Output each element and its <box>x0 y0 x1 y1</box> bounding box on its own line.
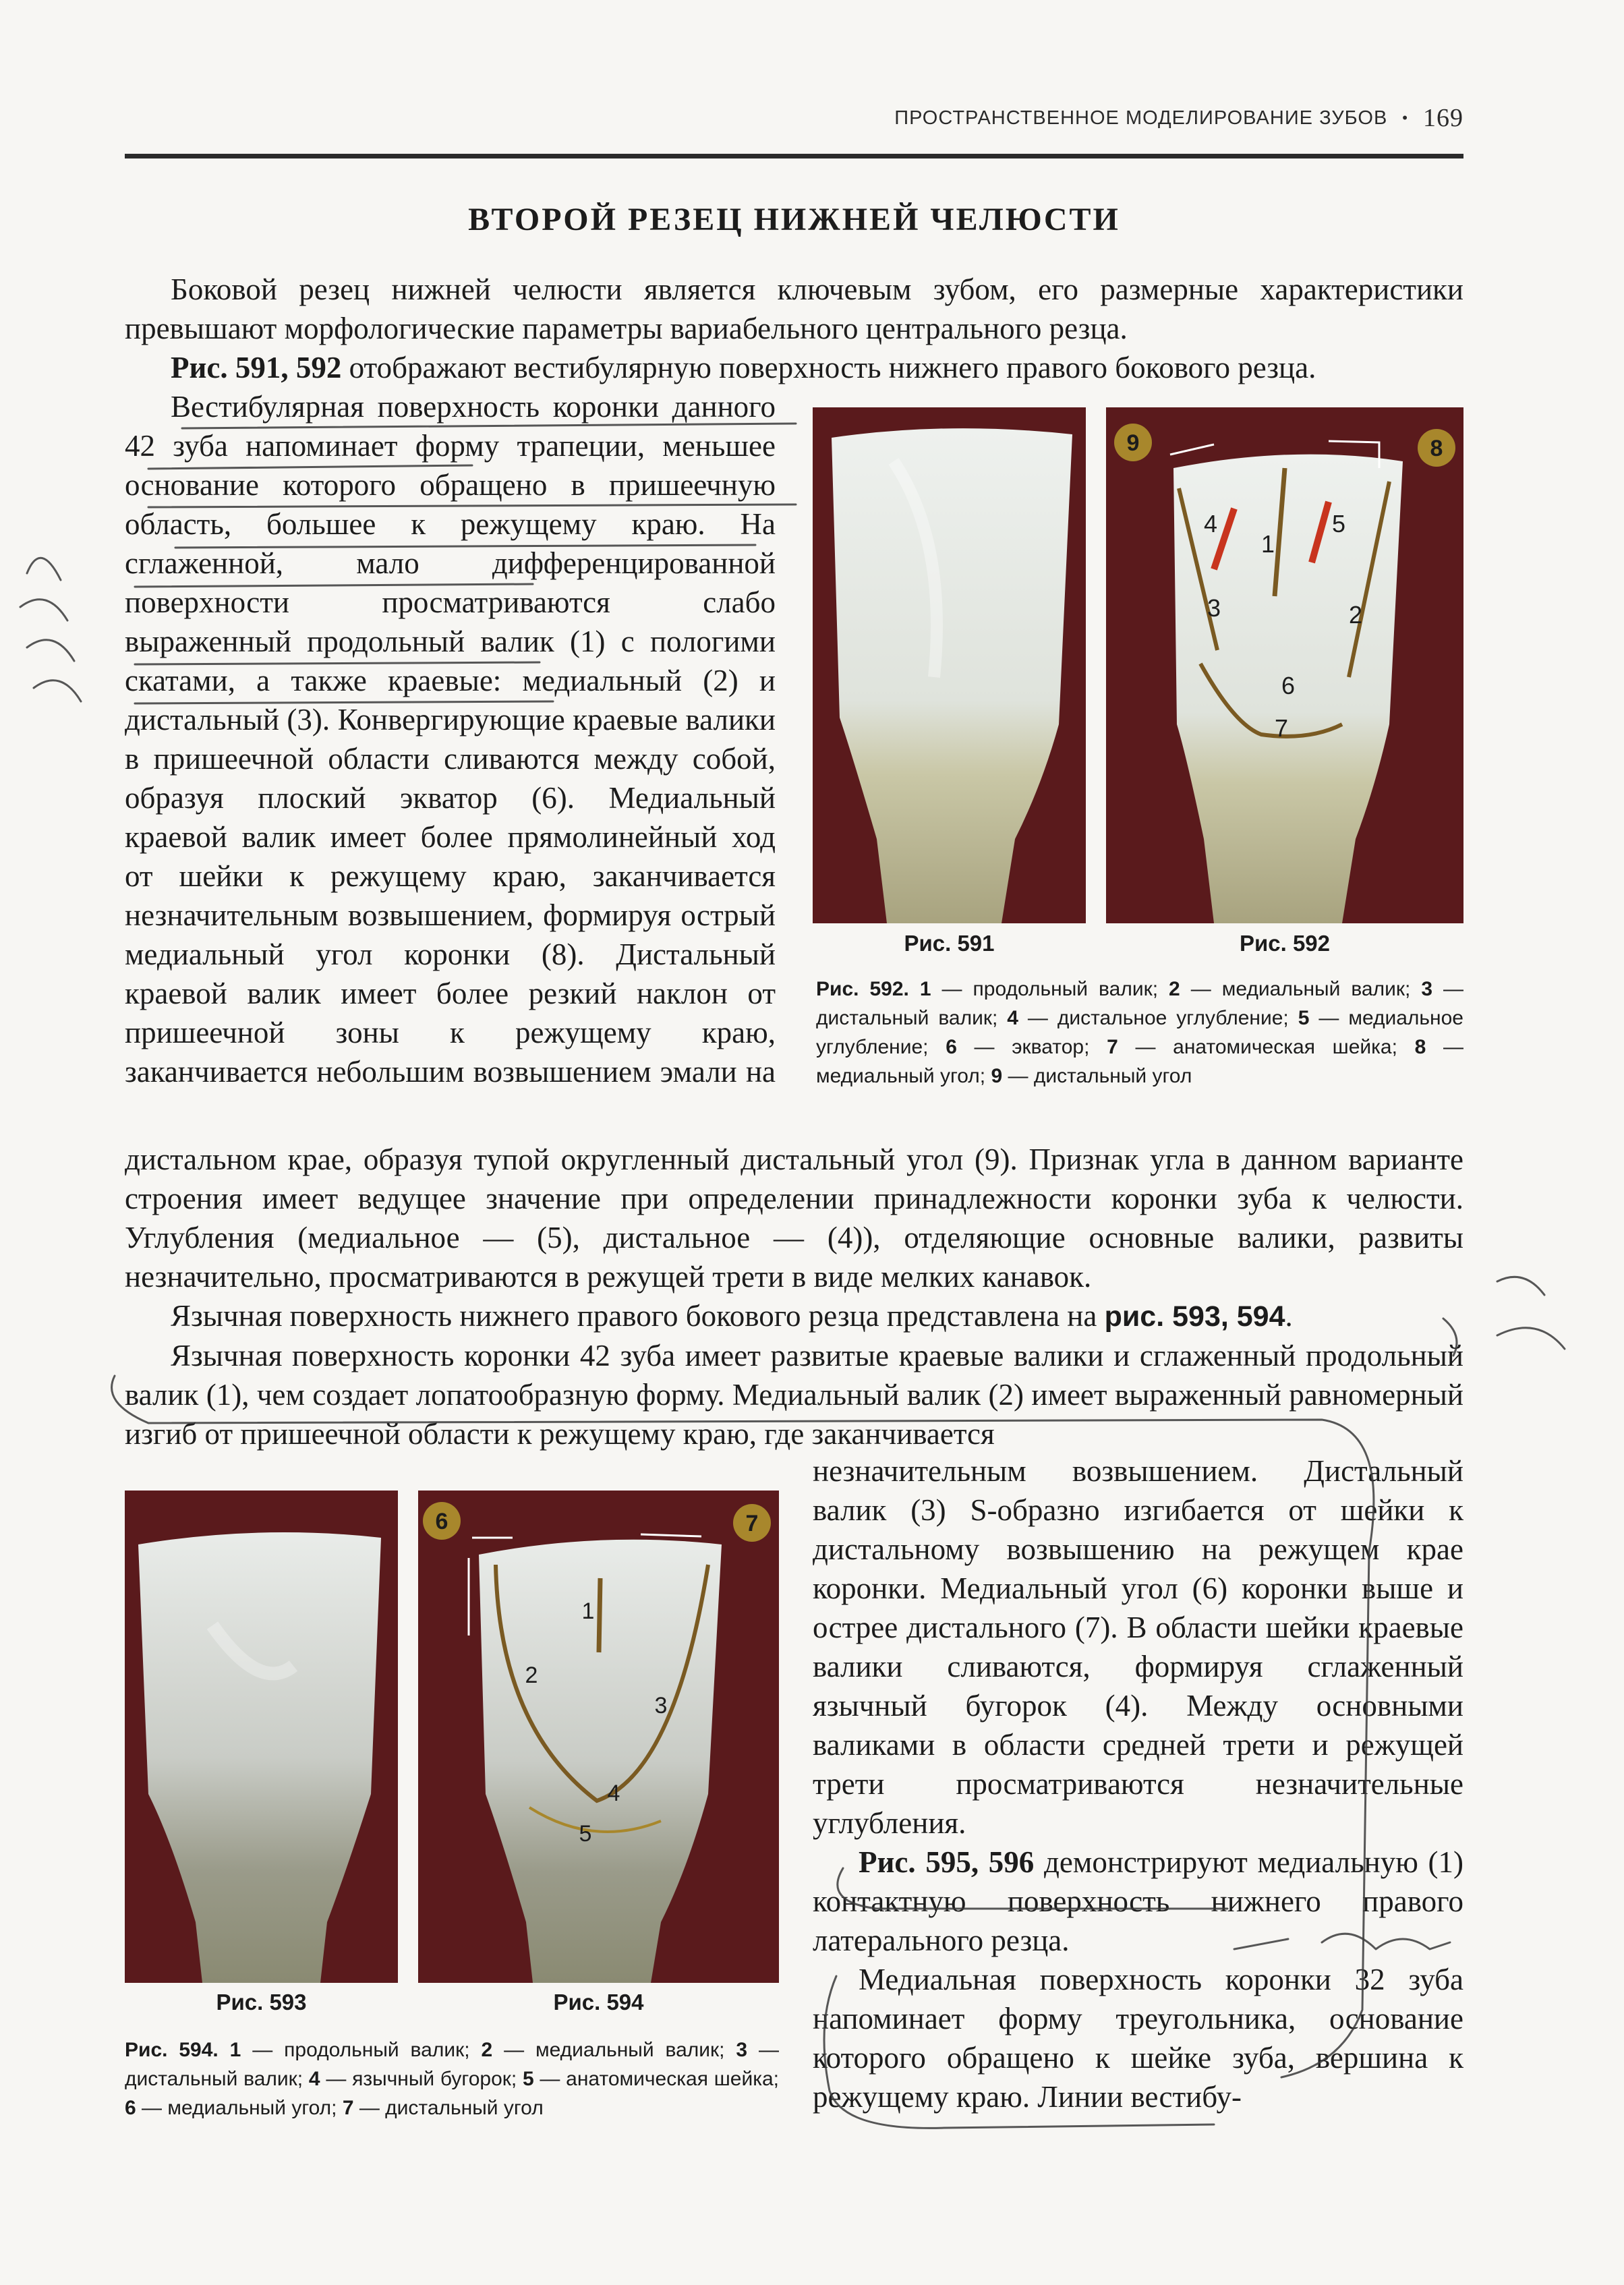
badge-label-9: 9 <box>1126 430 1140 456</box>
caption-592-num: 2 <box>1169 978 1180 1000</box>
tooth-vestibular-photo <box>813 407 1086 923</box>
intro-block <box>125 270 1463 387</box>
caption-592: Рис. 592. 1 — продольный валик; 2 — медиальный валик; 3 — дистальный валик; 4 — дистальное углубление; 5 — медиальное углубление; 6 — экватор; 7 — анатомическая шейка; 8 — медиальный угол; 9 — дистальный угол <box>816 978 1464 1087</box>
caption-592-item: дистальное углубление; <box>1057 1007 1289 1029</box>
paragraph-fig-595-596 <box>813 1843 1463 1960</box>
figure-591-photo <box>813 407 1086 923</box>
caption-594-num: 3 <box>736 2039 748 2061</box>
paragraph-medial-surface: Медиальная поверхность коронки 32 зуба напоминает форму треугольника, основание которого обращено к шейке зуба, вершина к режущему краю. Линии вестибу- <box>813 1963 1463 2114</box>
marker-5: 5 <box>1331 510 1346 538</box>
caption-594-item: язычный бугорок; <box>352 2068 517 2090</box>
column-left-text <box>125 387 776 1091</box>
paragraph-fig-591-592-text: отображают вестибулярную поверхность нижнего правого бокового резца. <box>341 351 1316 384</box>
marker-4: 4 <box>607 1781 620 1806</box>
full-width-block <box>125 1140 1463 1453</box>
paragraph-fig-595-596-text: демонстрируют медиальную (1) контактную поверхность нижнего правого латерального резца. <box>813 1845 1463 1957</box>
paragraph-lingual-intro-end: . <box>1285 1299 1293 1333</box>
running-head <box>870 101 1463 135</box>
caption-594-lead: Рис. 594. <box>125 2039 219 2061</box>
figure-592-photo <box>1106 407 1463 923</box>
caption-592-num: 9 <box>991 1065 1003 1087</box>
caption-592-num: 6 <box>946 1036 957 1058</box>
page-number: 169 <box>1423 104 1463 132</box>
paragraph-lingual-column: незначительным возвышением. Дистальный валик (3) S-образно изгибается от шейки к дистальному возвышению на режущем крае коронки. Медиальный угол (6) коронки выше и острее дистального (7). В области шейки краевые валики сливаются, формируя сглаженный язычный бугорок (4). Между основными валиками в области средней трети и режущей трети просматриваются незначительные углубления. <box>813 1454 1463 1840</box>
caption-594-item: дистальный угол <box>385 2097 544 2119</box>
paragraph-lingual-intro-text: Язычная поверхность нижнего правого бокового резца представлена на <box>171 1299 1105 1333</box>
marker-7: 7 <box>1274 714 1289 742</box>
caption-594-item: дистальный валик; <box>125 2068 303 2090</box>
pen-margin-note <box>20 558 81 701</box>
badge-label-8: 8 <box>1430 436 1443 461</box>
caption-592-num: 7 <box>1107 1036 1118 1058</box>
marker-5: 5 <box>579 1821 592 1847</box>
paragraph-lingual: Язычная поверхность коронки 42 зуба имеет развитые краевые валики и сглаженный продольный валик (1), чем создает лопатообразную форму. Медиальный валик (2) имеет выраженный равномерный изгиб от пришеечной области к режущему краю, где заканчивается <box>125 1339 1463 1451</box>
caption-592-num: 3 <box>1421 978 1433 1000</box>
caption-592-lead: Рис. 592. <box>816 978 909 1000</box>
caption-594-num: 5 <box>522 2068 534 2090</box>
paragraph-intro: Боковой резец нижней челюсти является ключевым зубом, его размерные характеристики превышают морфологические параметры вариабельного центрального резца. <box>125 272 1463 345</box>
caption-592-item: продольный валик; <box>973 978 1159 1000</box>
paragraph-lingual-intro <box>125 1296 1463 1336</box>
caption-594-item: анатомическая шейка; <box>566 2068 780 2090</box>
marker-1: 1 <box>581 1598 595 1624</box>
marker-6: 6 <box>1281 672 1296 699</box>
marker-2: 2 <box>1348 601 1363 629</box>
marker-2: 2 <box>525 1662 538 1688</box>
caption-592-item: дистальный валик; <box>816 1007 998 1029</box>
caption-592-item: медиальное углубление; <box>816 1007 1463 1058</box>
running-title: ПРОСТРАНСТВЕННОЕ МОДЕЛИРОВАНИЕ ЗУБОВ <box>894 107 1388 129</box>
caption-594-num: 7 <box>342 2097 354 2119</box>
caption-594-item: продольный валик; <box>284 2039 470 2061</box>
caption-592-num: 4 <box>1007 1007 1018 1029</box>
caption-594-num: 6 <box>125 2097 136 2119</box>
badge-label-7: 7 <box>745 1511 759 1536</box>
fig-ref-591-592: Рис. 591, 592 <box>171 351 342 384</box>
figure-594-label: Рис. 594 <box>553 1990 644 2015</box>
paragraph-fig-591-592 <box>125 348 1463 387</box>
caption-592-item: медиальный угол; <box>816 1065 986 1087</box>
caption-594: Рис. 594. 1 — продольный валик; 2 — медиальный валик; 3 — дистальный валик; 4 — язычный бугорок; 5 — анатомическая шейка; 6 — медиальный угол; 7 — дистальный угол <box>125 2039 780 2119</box>
tooth-lingual-photo <box>125 1491 398 1983</box>
fig-ref-593-594: рис. 593, 594 <box>1104 1300 1285 1333</box>
separator: • <box>1402 109 1408 126</box>
paragraph-vestibular-column: Вестибулярная поверхность коронки данного 42 зуба напоминает форму трапеции, меньшее основание которого обращено в пришеечную область, большее к режущему краю. На сглаженной, мало дифференцированной поверхности просматриваются слабо выраженный продольный валик (1) с пологими скатами, а также краевые: медиальный (2) и дистальный (3). Конвергирующие краевые валики в пришеечной области сливаются между собой, образуя плоский экватор (6). Медиальный краевой валик имеет более прямолинейный ход от шейки к режущему краю, заканчивается незначительным возвышением, формируя острый медиальный угол коронки (8). Дистальный краевой валик имеет более резкий наклон от пришеечной зоны к режущему краю, заканчивается небольшим возвышением эмали на <box>125 390 776 1089</box>
caption-592-num: 8 <box>1414 1036 1426 1058</box>
caption-592-item: анатомическая шейка; <box>1173 1036 1397 1058</box>
figure-593-photo <box>125 1491 398 1983</box>
figure-593-label: Рис. 593 <box>216 1990 307 2015</box>
marker-3: 3 <box>1207 594 1221 622</box>
figure-592-label: Рис. 592 <box>1239 931 1331 956</box>
caption-594-num: 1 <box>229 2039 241 2061</box>
caption-594-item: медиальный угол; <box>167 2097 337 2119</box>
caption-592-item: дистальный угол <box>1033 1065 1192 1087</box>
marker-4: 4 <box>1203 510 1218 538</box>
caption-592-item: экватор; <box>1012 1036 1090 1058</box>
fig-ref-595-596: Рис. 595, 596 <box>859 1845 1035 1879</box>
caption-594-num: 2 <box>481 2039 493 2061</box>
pen-margin-note <box>1497 1277 1565 1349</box>
badge-label-6: 6 <box>435 1509 448 1534</box>
header-rule <box>125 154 1463 158</box>
caption-594-num: 4 <box>308 2068 320 2090</box>
page-title: ВТОРОЙ РЕЗЕЦ НИЖНЕЙ ЧЕЛЮСТИ <box>468 202 1120 237</box>
figure-594-photo <box>418 1491 779 1983</box>
caption-592-num: 1 <box>919 978 931 1000</box>
caption-594-item: медиальный валик; <box>535 2039 725 2061</box>
paragraph-vestibular-continued: дистальном крае, образуя тупой округленный дистальный угол (9). Признак угла в данном варианте строения имеет ведущее значение при определении принадлежности коронки зуба к челюсти. Углубления (медиальное — (5), дистальное — (4)), отделяющие основные валики, развиты незначительно, просматриваются в режущей трети в виде мелких канавок. <box>125 1142 1463 1294</box>
column-right-text <box>813 1451 1463 2116</box>
figure-591-label: Рис. 591 <box>904 931 995 956</box>
marker-1: 1 <box>1260 530 1275 558</box>
caption-592-num: 5 <box>1298 1007 1310 1029</box>
caption-592-item: медиальный валик; <box>1221 978 1411 1000</box>
marker-3: 3 <box>654 1693 668 1718</box>
